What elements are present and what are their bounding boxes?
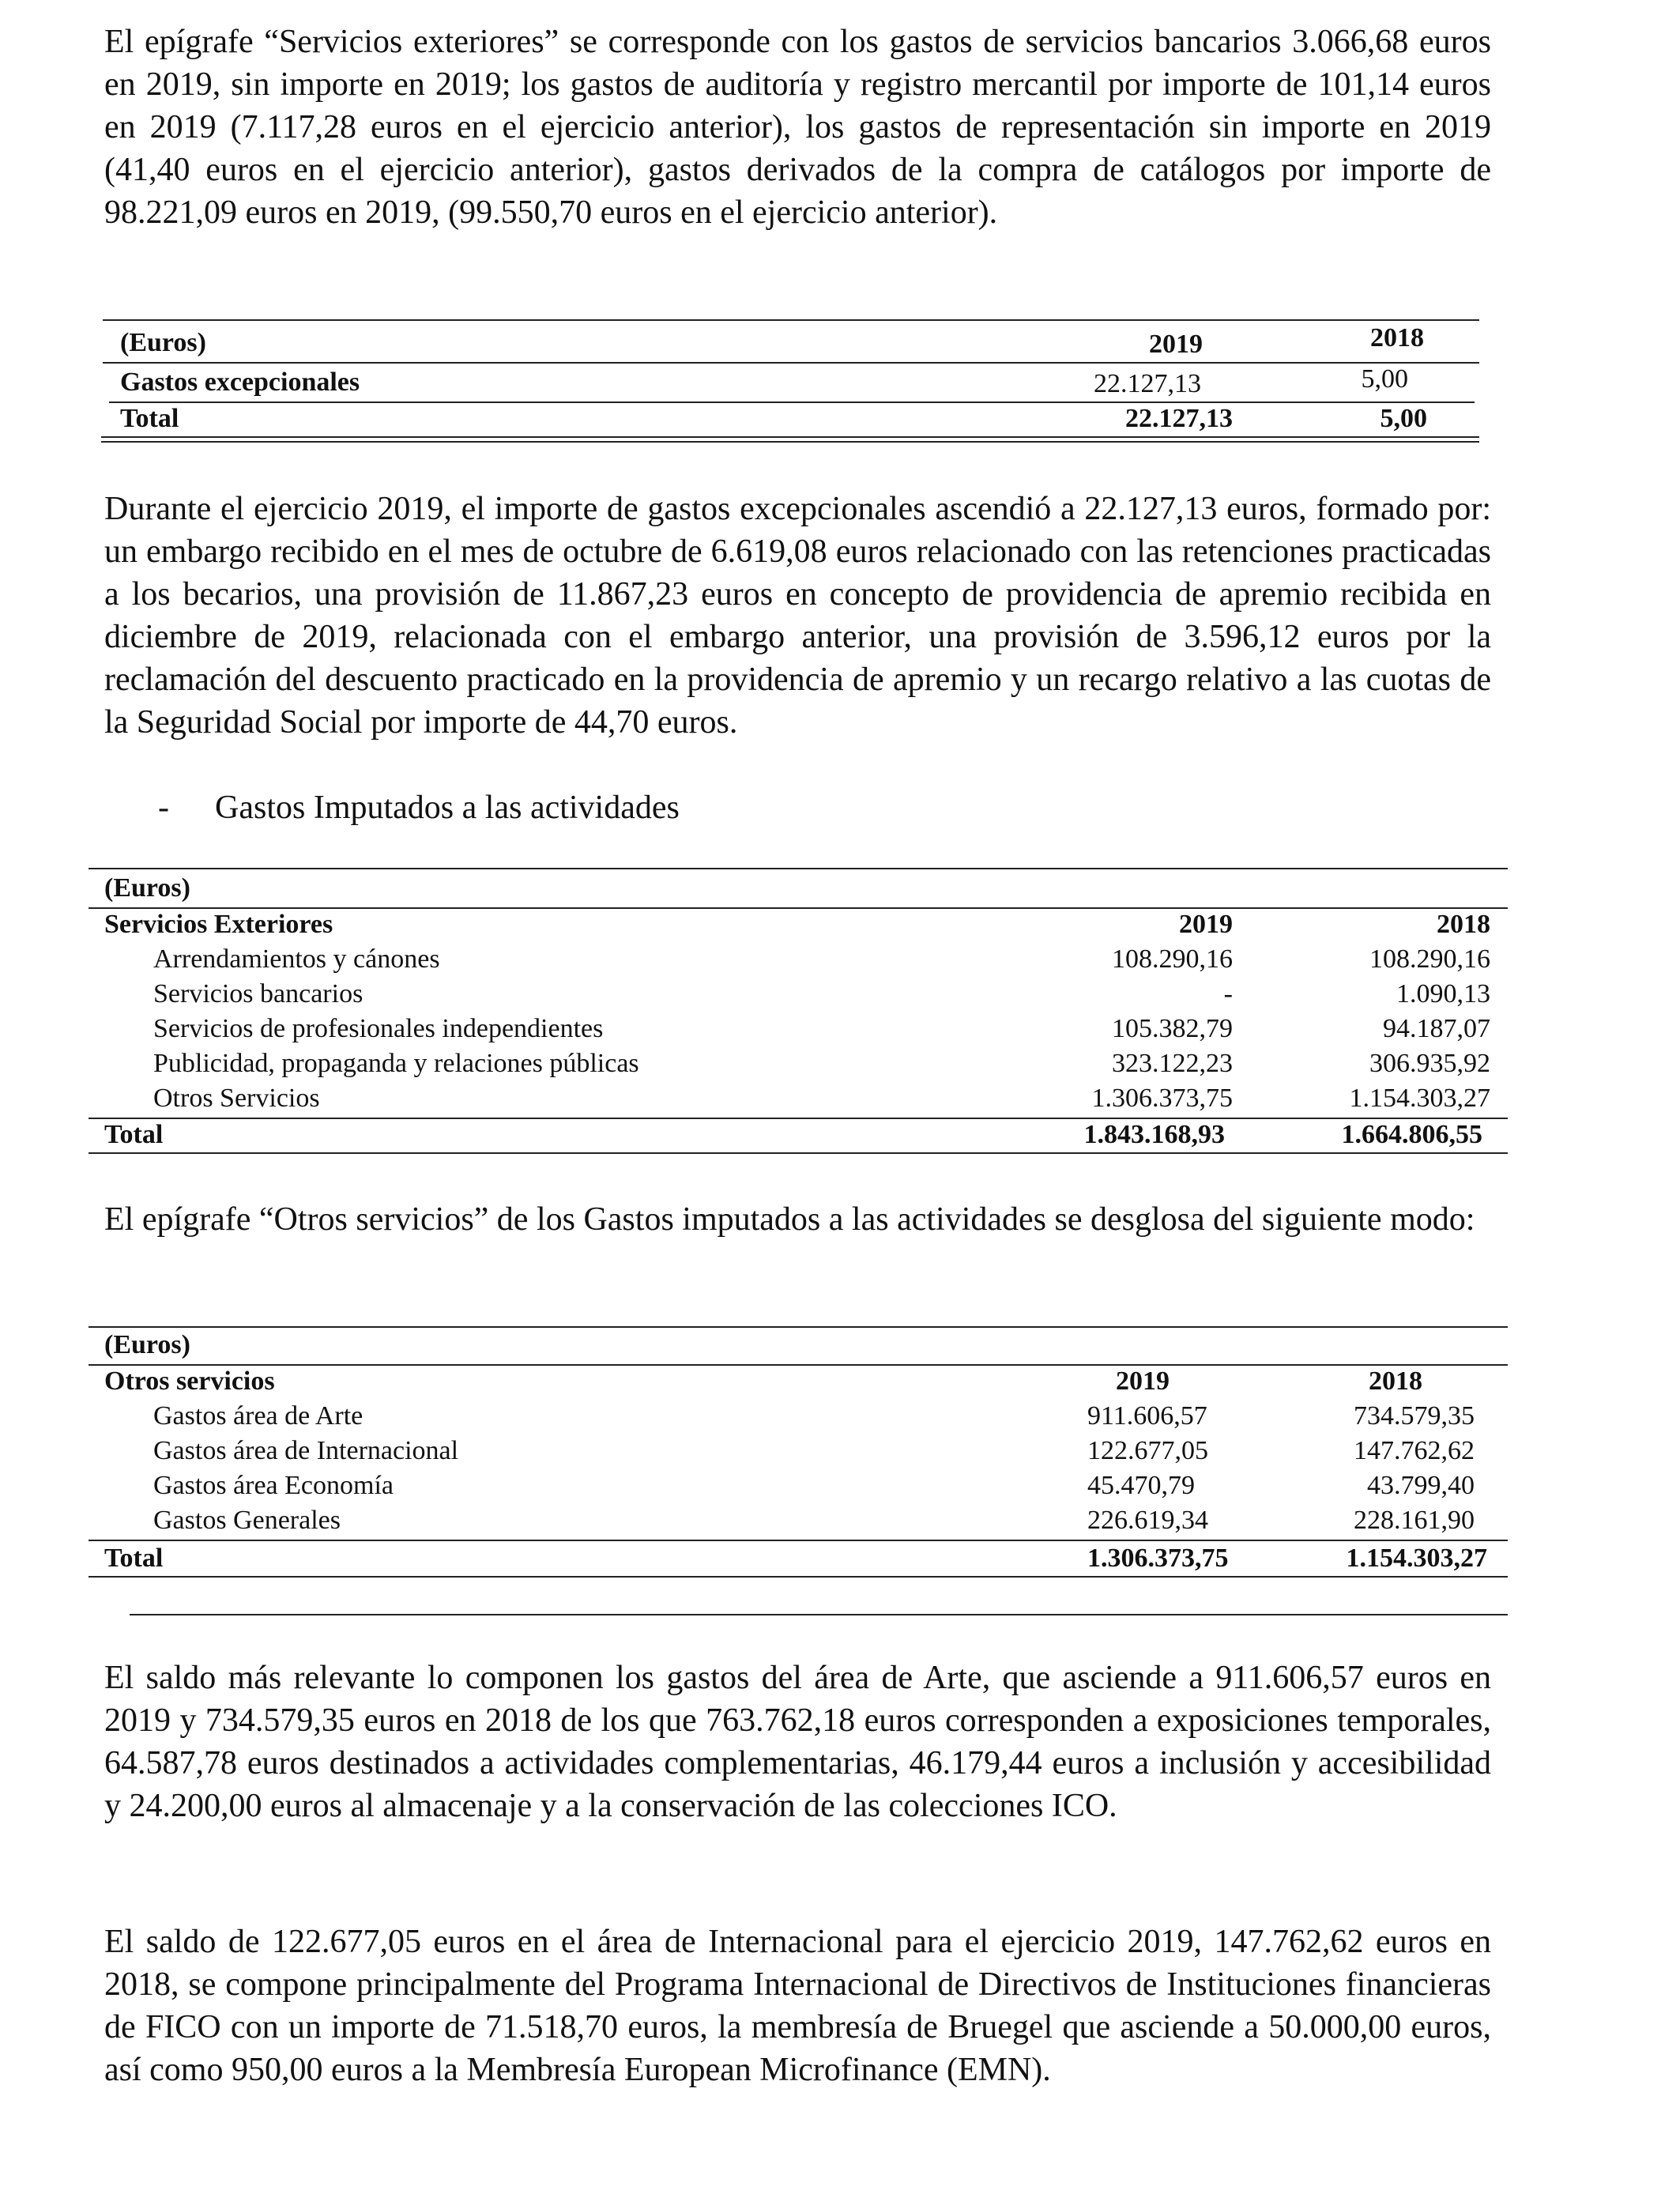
table-unit-label: (Euros) — [104, 873, 190, 903]
table-row-label: Gastos área de Arte — [153, 1401, 363, 1431]
table-rule — [101, 441, 1479, 443]
column-header-2019: 2019 — [1179, 910, 1233, 939]
table-row-label: Otros Servicios — [153, 1084, 320, 1113]
table-rule — [89, 1364, 1508, 1366]
table-section-label: Servicios Exteriores — [104, 910, 333, 939]
table-row-label: Gastos área Economía — [153, 1471, 394, 1500]
bullet-gastos-imputados — [158, 786, 680, 829]
table-row-value-2019: 22.127,13 — [1094, 369, 1201, 398]
table-total-2018: 5,00 — [1380, 404, 1427, 433]
bullet-dash: - — [158, 790, 169, 826]
table-total-label: Total — [104, 1544, 164, 1573]
column-header-2018: 2018 — [1370, 323, 1424, 352]
table-row-value-2018: 5,00 — [1361, 364, 1408, 394]
table-rule — [89, 868, 1508, 869]
table-total-label: Total — [120, 404, 179, 433]
table-row-value-2019: 1.306.373,75 — [1091, 1084, 1233, 1113]
table-row-label: Gastos Generales — [153, 1506, 341, 1535]
table-rule — [89, 1152, 1508, 1154]
paragraph-gastos-excepcionales: Durante el ejercicio 2019, el importe de gastos excepcionales ascendió a 22.127,13 euros, formado por: un embargo recibido en el mes de octubre de 6.619,08 euros relacionado con las retenciones practicadas a los becarios, una provisión de 11.867,23 euros en concepto de providencia de apremio recibida en diciembre de 2019, relacionada con el embargo anterior, una provisión de 3.596,12 euros por la reclamación del descuento practicado en la providencia de apremio y un recargo relativo a las cuotas de la Seguridad Social por importe de 44,70 euros. — [104, 491, 1491, 741]
table-row-label: Publicidad, propaganda y relaciones públicas — [153, 1049, 639, 1078]
paragraph-servicios-exteriores: El epígrafe “Servicios exteriores” se corresponde con los gastos de servicios bancarios 3.066,68 euros en 2019, sin importe en 2019; los gastos de auditoría y registro mercantil por importe de 101,14 euros en 2019 (7.117,28 euros en el ejercicio anterior), los gastos de representación sin importe en 2019 (41,40 euros en el ejercicio anterior), gastos derivados de la compra de catálogos por importe de 98.221,09 euros en 2019, (99.550,70 euros en el ejercicio anterior). — [104, 24, 1491, 231]
table-row-value-2018: 1.090,13 — [1396, 979, 1490, 1008]
table-total-label: Total — [104, 1120, 164, 1149]
table-row-value-2019: 226.619,34 — [1087, 1506, 1208, 1535]
table-rule — [109, 401, 1475, 403]
table-rule — [89, 1576, 1508, 1578]
column-header-2019: 2019 — [1149, 330, 1203, 359]
paragraph-area-arte: El saldo más relevante lo componen los gastos del área de Arte, que asciende a 911.606,57 euros en 2019 y 734.579,35 euros en 2018 de los que 763.762,18 euros corresponden a exposiciones temporales, 64.587,78 euros destinados a actividades complementarias, 46.179,44 euros a inclusión y accesibilidad y 24.200,00 euros al almacenaje y a la conservación de las colecciones ICO. — [104, 1660, 1491, 1824]
paragraph-area-internacional: El saldo de 122.677,05 euros en el área de Internacional para el ejercicio 2019, 147.762,62 euros en 2018, se compone principalmente del Programa Internacional de Directivos de Instituciones financieras de FICO con un importe de 71.518,70 euros, la membresía de Bruegel que asciende a 50.000,00 euros, así como 950,00 euros a la Membresía European Microfinance (EMN). — [104, 1924, 1491, 2088]
table-row-value-2019: 323.122,23 — [1112, 1049, 1233, 1078]
table-row-value-2018: 734.579,35 — [1354, 1401, 1475, 1431]
table-row-value-2018: 147.762,62 — [1354, 1436, 1475, 1465]
table-row-value-2019: 122.677,05 — [1087, 1436, 1208, 1465]
table-rule — [101, 436, 1479, 438]
table-row-label: Arrendamientos y cánones — [153, 944, 440, 974]
table-row-value-2019: 45.470,79 — [1087, 1471, 1195, 1500]
table-row-label: Servicios de profesionales independientes — [153, 1014, 604, 1043]
table-row-label: Gastos excepcionales — [120, 368, 360, 397]
table-row-value-2019: 108.290,16 — [1112, 944, 1233, 974]
column-header-2019: 2019 — [1116, 1367, 1170, 1396]
table-unit-label: (Euros) — [104, 1330, 190, 1359]
table-total-2018: 1.664.806,55 — [1341, 1120, 1482, 1149]
bullet-text: Gastos Imputados a las actividades — [215, 790, 680, 826]
table-total-2019: 1.306.373,75 — [1087, 1544, 1229, 1573]
table-row-value-2019: 911.606,57 — [1087, 1401, 1207, 1431]
table-total-2019: 1.843.168,93 — [1083, 1120, 1225, 1149]
table-row-label: Servicios bancarios — [153, 979, 363, 1008]
paragraph-otros-servicios: El epígrafe “Otros servicios” de los Gastos imputados a las actividades se desglosa del siguiente modo: — [104, 1201, 1475, 1238]
table-row-label: Gastos área de Internacional — [153, 1436, 459, 1465]
table-row-value-2018: 228.161,90 — [1354, 1506, 1475, 1535]
table-row-value-2019: 105.382,79 — [1112, 1014, 1233, 1043]
table-row-value-2018: 43.799,40 — [1367, 1471, 1475, 1500]
table-row-value-2018: 1.154.303,27 — [1349, 1084, 1490, 1113]
table-rule — [103, 319, 1479, 321]
table-unit-label: (Euros) — [120, 328, 206, 357]
table-row-value-2018: 94.187,07 — [1383, 1014, 1490, 1043]
table-section-label: Otros servicios — [104, 1367, 275, 1396]
table-row-value-2019: - — [1223, 979, 1233, 1008]
table-total-2018: 1.154.303,27 — [1346, 1544, 1487, 1573]
separator-rule — [130, 1614, 1508, 1615]
table-row-value-2018: 108.290,16 — [1369, 944, 1490, 974]
table-total-2019: 22.127,13 — [1125, 404, 1233, 433]
column-header-2018: 2018 — [1369, 1367, 1422, 1396]
table-rule — [89, 1326, 1508, 1328]
table-row-value-2018: 306.935,92 — [1369, 1049, 1490, 1078]
column-header-2018: 2018 — [1437, 910, 1490, 939]
